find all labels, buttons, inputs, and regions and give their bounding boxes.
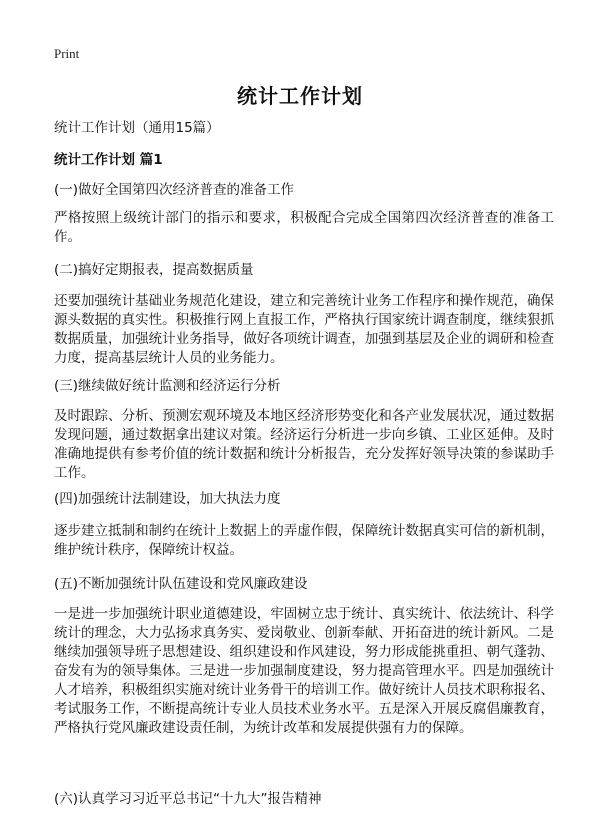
item-body-5: 一是进一步加强统计职业道德建设，牢固树立忠于统计、真实统计、依法统计、科学统计的理念，大力弘扬求真务实、爱岗敬业、创新奉献、开拓奋进的统计新风。二是继续加强领导班子思想建设、组织建设和作风建设，努力形成能挑重担、朝气蓬勃、奋发有为的领导集体。三是进一步加强制度建设，努力提高管理水平。四是加强统计人才培养，积极组织实施对统计业务骨干的培训工作。做好统计人员技术职称报名、考试服务工作，不断提高统计专业人员技术业务水平。五是深入开展反腐倡廉教育，严格执行党风廉政建设责任制，为统计改革和发展提供强有力的保障。 (54, 606, 554, 736)
print-link[interactable]: Print (54, 46, 80, 61)
item-body-1: 严格按照上级统计部门的指示和要求，积极配合完成全国第四次经济普查的准备工作。 (54, 210, 554, 245)
section-title: 统计工作计划 篇1 (54, 152, 163, 168)
document-subtitle: 统计工作计划（通用15篇） (54, 120, 220, 136)
item-body-4: 逐步建立抵制和制约在统计上数据上的弄虚作假，保障统计数据真实可信的新机制，维护统计秩序，保障统计权益。 (54, 523, 554, 558)
item-heading-5: (五)不断加强统计队伍建设和党风廉政建设 (54, 576, 308, 592)
item-heading-3: (三)继续做好统计监测和经济运行分析 (54, 378, 281, 394)
item-body-3: 及时跟踪、分析、预测宏观环境及本地区经济形势变化和各产业发展状况，通过数据发现问题，通过数据拿出建议对策。经济运行分析进一步向乡镇、工业区延伸。及时准确地提供有参考价值的统计数据和统计分析报告，充分发挥好领导决策的参谋助手工作。 (54, 408, 554, 481)
item-heading-2: (二)搞好定期报表，提高数据质量 (54, 262, 254, 278)
item-body-2: 还要加强统计基础业务规范化建设，建立和完善统计业务工作程序和操作规范，确保源头数据的真实性。积极推行网上直报工作，严格执行国家统计调查制度，继续狠抓数据质量，加强统计业务指导，做好各项统计调查，加强到基层及企业的调研和检查力度，提高基层统计人员的业务能力。 (54, 293, 554, 366)
item-heading-1: (一)做好全国第四次经济普查的准备工作 (54, 182, 295, 198)
item-heading-4: (四)加强统计法制建设，加大执法力度 (54, 491, 281, 507)
item-heading-6: (六)认真学习习近平总书记“十九大”报告精神 (54, 791, 322, 807)
document-title: 统计工作计划 (237, 84, 363, 108)
